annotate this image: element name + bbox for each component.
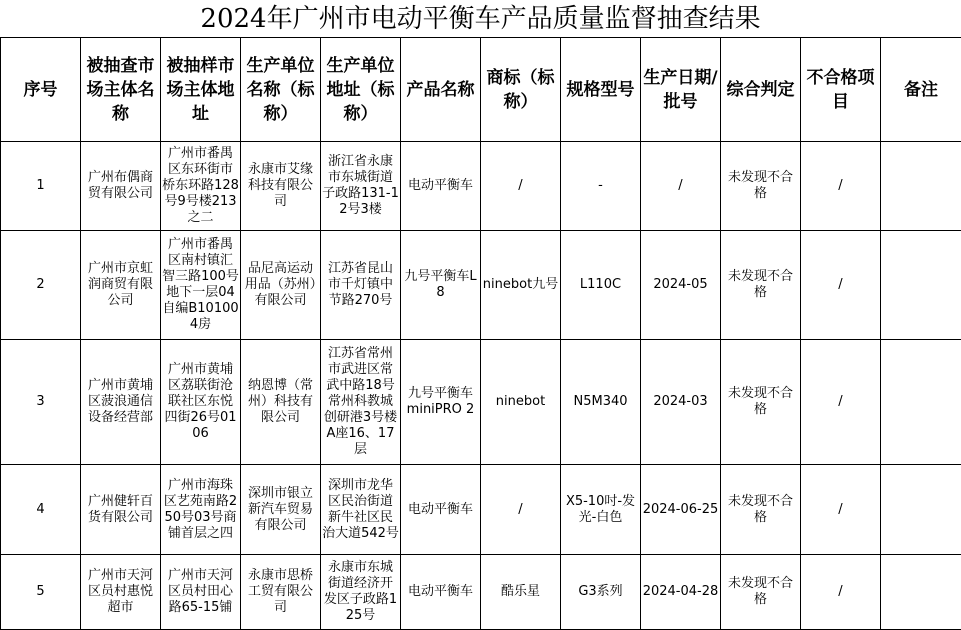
remark (881, 142, 961, 231)
header-row (1, 38, 961, 142)
model: G3系列 (561, 555, 641, 630)
producer-address: 浙江省永康市东城街道子政路131-12号3楼 (321, 142, 401, 231)
model: - (561, 142, 641, 231)
entity-address: 广州市海珠区艺苑南路250号03号商铺首层之四 (161, 465, 241, 555)
header-cell: 不合格项目 (801, 38, 881, 142)
producer-address: 江苏省常州市武进区常武中路18号常州科教城创研港3号楼A座16、17层 (321, 340, 401, 465)
header-cell: 商标（标称） (481, 38, 561, 142)
header-cell: 生产单位地址（标称） (321, 38, 401, 142)
entity-name: 广州健轩百货有限公司 (81, 465, 161, 555)
model: N5M340 (561, 340, 641, 465)
table-row (1, 555, 961, 630)
producer-address: 江苏省昆山市千灯镇中节路270号 (321, 231, 401, 340)
producer-address: 深圳市龙华区民治街道新牛社区民治大道542号 (321, 465, 401, 555)
header-cell: 被抽样市场主体地址 (161, 38, 241, 142)
product-name: 九号平衡车miniPRO 2 (401, 340, 481, 465)
brand: ninebot (481, 340, 561, 465)
brand: ninebot九号 (481, 231, 561, 340)
production-date: 2024-04-28 (641, 555, 721, 630)
entity-name: 广州市京虹润商贸有限公司 (81, 231, 161, 340)
table-row (1, 465, 961, 555)
brand: / (481, 465, 561, 555)
document-title: 2024年广州市电动平衡车产品质量监督抽查结果 (0, 2, 961, 36)
producer-name: 深圳市银立新汽车贸易有限公司 (241, 465, 321, 555)
producer-name: 永康市思桥工贸有限公司 (241, 555, 321, 630)
failed-items: / (801, 142, 881, 231)
model: X5-10吋-发光-白色 (561, 465, 641, 555)
entity-address: 广州市番禺区南村镇汇智三路100号地下一层04自编B101004房 (161, 231, 241, 340)
table-row (1, 340, 961, 465)
producer-name: 纳恩博（常州）科技有限公司 (241, 340, 321, 465)
remark (881, 340, 961, 465)
producer-name: 永康市艾缘科技有限公司 (241, 142, 321, 231)
remark (881, 465, 961, 555)
brand: / (481, 142, 561, 231)
verdict: 未发现不合格 (721, 340, 801, 465)
entity-name: 广州布偶商贸有限公司 (81, 142, 161, 231)
product-name: 电动平衡车 (401, 555, 481, 630)
row-number: 1 (1, 142, 81, 231)
entity-address: 广州市黄埔区荔联街沧联社区东悦四街26号0106 (161, 340, 241, 465)
failed-items: / (801, 555, 881, 630)
row-number: 3 (1, 340, 81, 465)
product-name: 九号平衡车L8 (401, 231, 481, 340)
header-cell: 产品名称 (401, 38, 481, 142)
verdict: 未发现不合格 (721, 465, 801, 555)
remark (881, 231, 961, 340)
verdict: 未发现不合格 (721, 142, 801, 231)
table-row (1, 231, 961, 340)
header-cell: 生产日期/批号 (641, 38, 721, 142)
header-cell: 序号 (1, 38, 81, 142)
production-date: 2024-03 (641, 340, 721, 465)
header-cell: 生产单位名称（标称） (241, 38, 321, 142)
entity-address: 广州市番禺区东环街市桥东环路128号9号楼213之二 (161, 142, 241, 231)
row-number: 4 (1, 465, 81, 555)
verdict: 未发现不合格 (721, 555, 801, 630)
entity-name: 广州市天河区员村惠悦超市 (81, 555, 161, 630)
remark (881, 555, 961, 630)
production-date: 2024-06-25 (641, 465, 721, 555)
header-cell: 规格型号 (561, 38, 641, 142)
brand: 酷乐星 (481, 555, 561, 630)
production-date: 2024-05 (641, 231, 721, 340)
results-table (0, 37, 961, 630)
producer-name: 品尼高运动用品（苏州）有限公司 (241, 231, 321, 340)
table-row (1, 142, 961, 231)
producer-address: 永康市东城街道经济开发区子政路125号 (321, 555, 401, 630)
header-cell: 综合判定 (721, 38, 801, 142)
header-cell: 被抽查市场主体名称 (81, 38, 161, 142)
row-number: 2 (1, 231, 81, 340)
product-name: 电动平衡车 (401, 142, 481, 231)
production-date: / (641, 142, 721, 231)
failed-items: / (801, 465, 881, 555)
row-number: 5 (1, 555, 81, 630)
model: L110C (561, 231, 641, 340)
header-cell: 备注 (881, 38, 961, 142)
entity-name: 广州市黄埔区菠浪通信设备经营部 (81, 340, 161, 465)
failed-items: / (801, 340, 881, 465)
failed-items: / (801, 231, 881, 340)
product-name: 电动平衡车 (401, 465, 481, 555)
entity-address: 广州市天河区员村田心路65-15铺 (161, 555, 241, 630)
verdict: 未发现不合格 (721, 231, 801, 340)
